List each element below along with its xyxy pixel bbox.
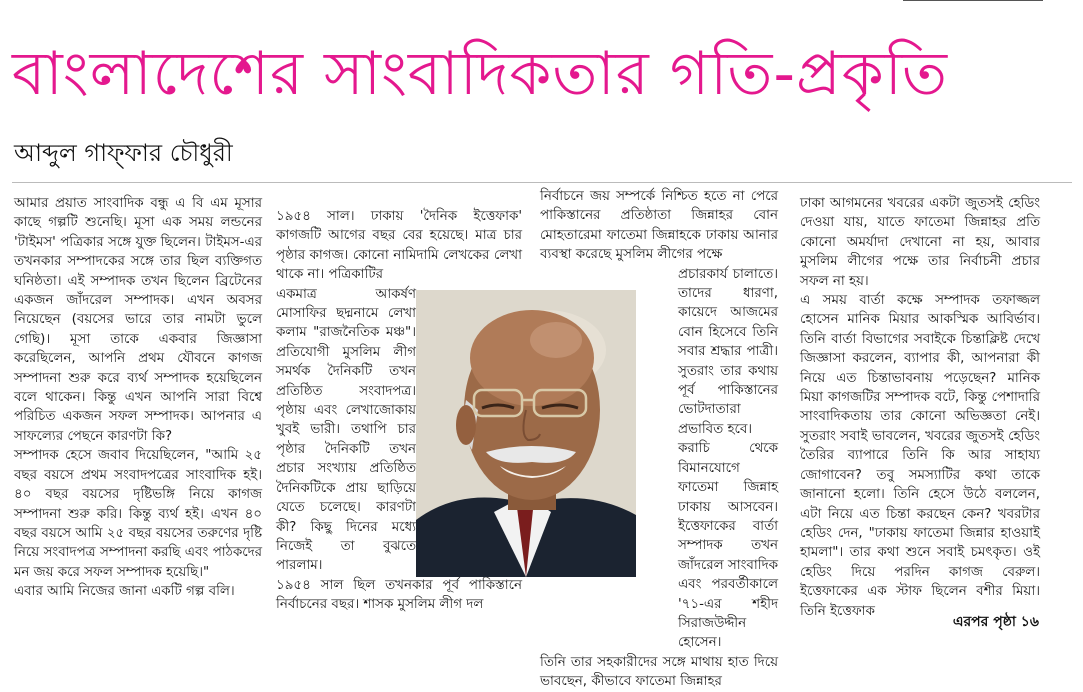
paragraph: এ সময় বার্তা কক্ষে সম্পাদক তফাজ্জল হোসেন মানিক মিয়ার আকস্মিক আবির্ভাব। তিনি বার্তা বিভাগের সবাইকে চিন্তাক্লিষ্ট দেখে জিজ্ঞাসা করলেন, ব্যাপার কী, আপনারা কী নিয়ে এত চিন্তাভাবনায় পড়েছেন? মানিক মিয়া কাগজটির সম্পাদক বটে, কিন্তু পেশাদারি সাংবাদিকতায় তার কোনো অভিজ্ঞতা নেই। সুতরাং সবাই ভাবলেন, খবরের জুতসই হেডিং তৈরির ব্যাপারে তিনি কি আর সাহায্য জোগাবেন? তবু সমস্যাটির কথা তাকে জানানো হলো। তিনি হেসে উঠে বললেন, এটা নিয়ে এত চিন্তা করছেন কেন? খবরটার হেডিং দেন, "ঢাকায় ফাতেমা জিন্নার হাওয়াই হামলা"। তার কথা শুনে সবাই চমৎকৃত। ওই হেডিং দিয়ে পরদিন কাগজ বেরুল। ইত্তেফাকের এক স্টাফ ছিলেন বশীর মিয়া। তিনি ইত্তেফাক xyxy=(800,293,1040,619)
paragraph: নির্বাচনে জয় সম্পর্কে নিশ্চিত হতে না পেরে পাকিস্তানের প্রতিষ্ঠাতা জিন্নাহর বোন মোহতারেমা ফাতেমা জিন্নাহকে ঢাকায় আনার ব্যবস্থা করেছে মুসলিম লীগের পক্ষে xyxy=(540,189,778,263)
paragraph: প্রচারকার্য চালাতে। তাদের ধারণা, কায়েদে আজমের বোন হিসেবে তিনি সবার শ্রদ্ধার পাত্রী। সুতরাং তার কথায় পূর্ব পাকিস্তানের ভোটদাতারা প্রভাবিত হবে। xyxy=(678,266,778,437)
continued-page-link[interactable]: এরপর পৃষ্ঠা ১৬ xyxy=(952,614,1039,630)
page-top-rule xyxy=(903,0,1043,5)
headline: বাংলাদেশের সাংবাদিকতার গতি-প্রকৃতি xyxy=(12,39,948,109)
column-4 xyxy=(800,194,1040,621)
paragraph: ১৯৫৪ সাল ছিল তখনকার পূর্ব পাকিস্তানে নির্বাচনের বছর। শাসক মুসলিম লীগ দল xyxy=(276,577,522,613)
portrait-illustration xyxy=(416,290,636,577)
column-1 xyxy=(14,194,262,602)
paragraph: ১৯৫৪ সাল। ঢাকায় 'দৈনিক ইত্তেফাক' কাগজটি আগের বছর বের হয়েছে। মাত্র চার পৃষ্ঠার কাগজ। কোনো নামিদামি লেখকের লেখা থাকে না। পত্রিকাটির xyxy=(276,209,522,283)
paragraph: সম্পাদক হেসে জবাব দিয়েছিলেন, "আমি ২৫ বছর বয়সে প্রথম সংবাদপত্রের সাংবাদিক হই। ৪০ বছর বয়সের দৃষ্টিভঙ্গি নিয়ে কাগজ সম্পাদনা শুরু করি। কিন্তু ব্যর্থ হই। এখন ৪০ বছর বয়সে আমি ২৫ বছর বয়সের তরুণের দৃষ্টি নিয়ে সংবাদপত্র সম্পাদনা করছি এবং পাঠকদের মন জয় করে সফল সম্পাদক হয়েছি।" xyxy=(14,448,262,580)
paragraph: একমাত্র আকর্ষণ মোসাফির ছদ্মনামে লেখা কলাম "রাজনৈতিক মঞ্চ"। প্রতিযোগী মুসলিম লীগ সমর্থক দৈনিকটি তখন প্রতিষ্ঠিত সংবাদপত্র। পৃষ্ঠায় এবং লেখাজোকায় খুবই ভারী। তথাপি চার পৃষ্ঠার দৈনিকটি তখন প্রচার সংখ্যায় প্রতিষ্ঠিত দৈনিকটিকে প্রায় ছাড়িয়ে যেতে চলেছে। কারণটা কী? কিছু দিনের মধ্যে নিজেই তা বুঝতে পারলাম। xyxy=(276,286,416,574)
paragraph: আমার প্রয়াত সাংবাদিক বন্ধু এ বি এম মূসার কাছে গল্পটি শুনেছি। মূসা এক সময় লন্ডনের 'টাইমস' পত্রিকার সঙ্গে যুক্ত ছিলেন। টাইমস-এর তখনকার সম্পাদকের সঙ্গে তার ছিল ব্যক্তিগত ঘনিষ্ঠতা। এই সম্পাদক তখন ছিলেন ব্রিটেনের একজন জাঁদরেল সম্পাদক। এখন অবসর নিয়েছেন (বয়সের ভারে তার নামটা ভুলে গেছি)। মূসা তাকে একবার জিজ্ঞাসা করেছিলেন, আপনি প্রথম যৌবনে কাগজ সম্পাদনা শুরু করে ব্যর্থ সম্পাদক হয়েছিলেন বলে থাকেন। কিন্তু এখন আপনি সারা বিশ্বে পরিচিত একজন সফল সম্পাদক। আপনার এ সাফল্যের পেছনে কারণটা কি? xyxy=(14,196,262,444)
paragraph: করাচি থেকে বিমানযোগে ফাতেমা জিন্নাহ ঢাকায় আসবেন। ইত্তেফাকের বার্তা সম্পাদক তখন জাঁদরেল সাংবাদিক এবং পরবর্তীকালে '৭১-এর শহীদ সিরাজউদ্দীন হোসেন। xyxy=(678,441,778,651)
paragraph: তিনি তার সহকারীদের সঙ্গে মাথায় হাত দিয়ে ভাবছেন, কীভাবে ফাতেমা জিন্নাহর xyxy=(540,654,778,690)
paragraph: এবার আমি নিজের জানা একটি গল্প বলি। xyxy=(14,584,235,600)
byline: আব্দুল গাফ্ফার চৌধুরী xyxy=(14,139,233,167)
author-portrait xyxy=(416,290,636,577)
paragraph: ঢাকা আগমনের খবরের একটা জুতসই হেডিং দেওয়া যায়, যাতে ফাতেমা জিন্নাহর প্রতি কোনো অমর্যাদা দেখানো না হয়, আবার মুসলিম লীগের পক্ষে তার নির্বাচনী প্রচার সফল না হয়। xyxy=(800,196,1040,289)
divider xyxy=(12,182,1072,183)
